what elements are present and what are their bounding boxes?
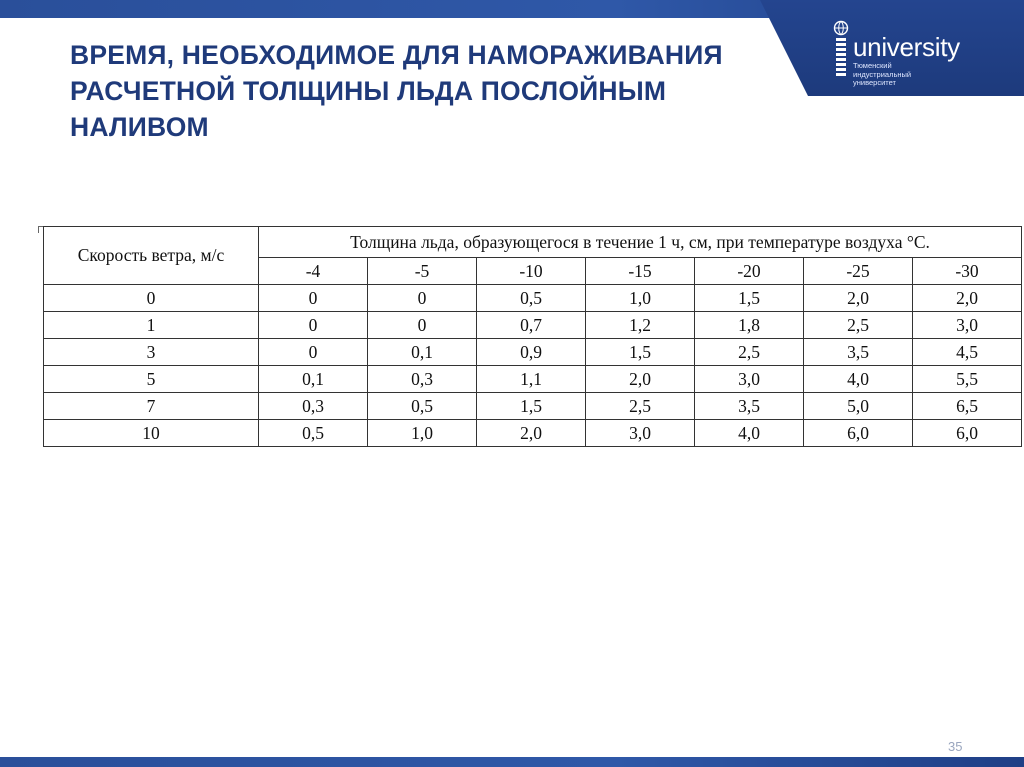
table-cell: 5,5 — [913, 366, 1022, 393]
table-cell: 0,5 — [368, 393, 477, 420]
logo-bars-icon — [836, 38, 846, 82]
table-cell: 0,1 — [368, 339, 477, 366]
table-cell: 2,5 — [695, 339, 804, 366]
table-header-row — [44, 227, 1022, 258]
table-cell: 1,5 — [695, 285, 804, 312]
table-cell: 3,0 — [586, 420, 695, 447]
title-line: НАЛИВОМ — [70, 112, 209, 142]
table-cell: 1,5 — [586, 339, 695, 366]
table-cell: 0 — [259, 312, 368, 339]
wind-speed-cell: 0 — [44, 285, 259, 312]
logo-wordmark: university — [853, 32, 960, 62]
table-cell: 4,0 — [804, 366, 913, 393]
globe-icon — [833, 20, 849, 36]
temperature-header: -30 — [913, 258, 1022, 285]
table-cell: 0,3 — [368, 366, 477, 393]
table-cell: 6,5 — [913, 393, 1022, 420]
temperature-header: -10 — [477, 258, 586, 285]
table-cell: 3,5 — [695, 393, 804, 420]
table-cell: 0,5 — [477, 285, 586, 312]
table-cell: 5,0 — [804, 393, 913, 420]
logo-subtitle — [853, 62, 943, 88]
wind-speed-cell: 5 — [44, 366, 259, 393]
title-line: ВРЕМЯ, НЕОБХОДИМОЕ ДЛЯ НАМОРАЖИВАНИЯ — [70, 40, 723, 70]
table-cell: 2,5 — [804, 312, 913, 339]
table-cell: 3,5 — [804, 339, 913, 366]
table-cell: 0,3 — [259, 393, 368, 420]
table-cell: 0,9 — [477, 339, 586, 366]
table-cell: 1,0 — [368, 420, 477, 447]
table-cell: 4,0 — [695, 420, 804, 447]
ice-thickness-header: Толщина льда, образующегося в течение 1 ч, см, при температуре воздуха °С. — [259, 227, 1022, 258]
table-cell: 1,5 — [477, 393, 586, 420]
table-cell: 1,2 — [586, 312, 695, 339]
table-row — [44, 393, 1022, 420]
temperature-header: -20 — [695, 258, 804, 285]
university-logo — [833, 20, 983, 90]
wind-speed-header: Скорость ветра, м/с — [44, 227, 259, 285]
logo-subtitle-line: университет — [853, 78, 896, 87]
table-cell: 4,5 — [913, 339, 1022, 366]
table-cell: 6,0 — [913, 420, 1022, 447]
table-cell: 0,7 — [477, 312, 586, 339]
wind-speed-cell: 10 — [44, 420, 259, 447]
logo-subtitle-line: Тюменский — [853, 61, 892, 70]
title-line: РАСЧЕТНОЙ ТОЛЩИНЫ ЛЬДА ПОСЛОЙНЫМ — [70, 76, 667, 106]
slide-title — [70, 37, 790, 145]
table-row — [44, 366, 1022, 393]
table-cell: 1,8 — [695, 312, 804, 339]
ice-thickness-table — [43, 226, 1022, 447]
table-cell: 2,5 — [586, 393, 695, 420]
table-row — [44, 285, 1022, 312]
table-cell: 0 — [368, 285, 477, 312]
table-cell: 1,0 — [586, 285, 695, 312]
table-row — [44, 312, 1022, 339]
logo-subtitle-line: индустриальный — [853, 69, 912, 79]
table-cell: 3,0 — [695, 366, 804, 393]
temperature-header: -5 — [368, 258, 477, 285]
table-cell: 2,0 — [913, 285, 1022, 312]
table-cell: 1,1 — [477, 366, 586, 393]
table-cell: 0 — [259, 339, 368, 366]
table-cell: 0 — [368, 312, 477, 339]
footer-band — [0, 757, 1024, 767]
table-cell: 0 — [259, 285, 368, 312]
ice-thickness-table-wrap — [43, 226, 1022, 447]
temperature-header: -15 — [586, 258, 695, 285]
table-cell: 0,5 — [259, 420, 368, 447]
wind-speed-cell: 1 — [44, 312, 259, 339]
table-row — [44, 420, 1022, 447]
table-cell: 2,0 — [804, 285, 913, 312]
wind-speed-cell: 3 — [44, 339, 259, 366]
table-cell: 2,0 — [477, 420, 586, 447]
table-cell: 6,0 — [804, 420, 913, 447]
table-cell: 2,0 — [586, 366, 695, 393]
page-number: 35 — [948, 739, 963, 754]
temperature-header: -25 — [804, 258, 913, 285]
table-cell: 0,1 — [259, 366, 368, 393]
table-cell: 3,0 — [913, 312, 1022, 339]
temperature-header: -4 — [259, 258, 368, 285]
table-row — [44, 339, 1022, 366]
wind-speed-cell: 7 — [44, 393, 259, 420]
